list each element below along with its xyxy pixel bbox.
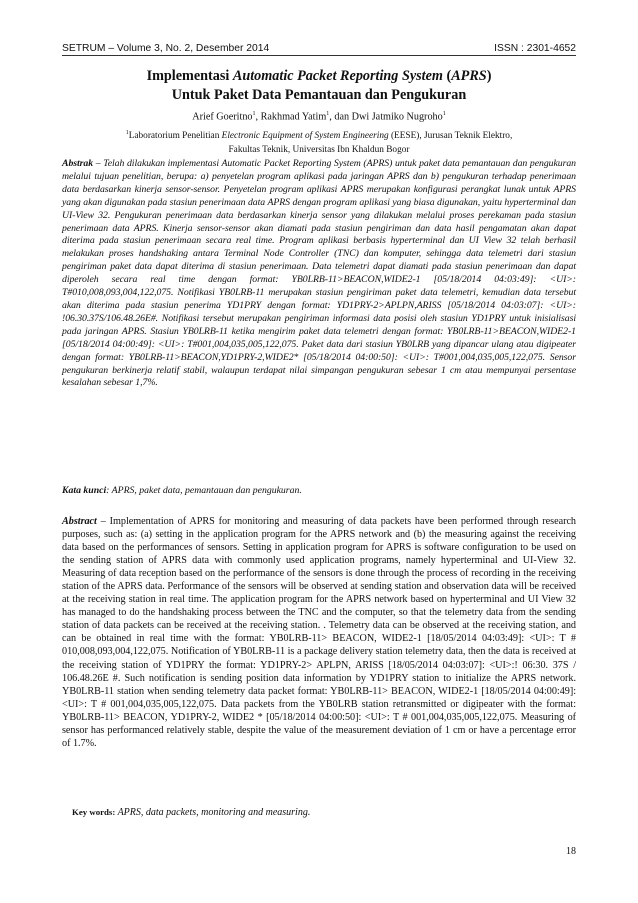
abstrak-label: Abstrak [62, 158, 94, 169]
abstract-paragraph [62, 515, 576, 750]
key-words: Key words: APRS, data packets, monitoring and measuring. [72, 807, 311, 818]
kata-kunci: Kata kunci: APRS, paket data, pemantauan dan pengukuran. [62, 485, 302, 496]
running-header [62, 43, 576, 56]
title-line-1: Implementasi Automatic Packet Reporting System (APRS) [146, 68, 492, 84]
paper-title [62, 67, 576, 105]
title-line-2: Untuk Paket Data Pemantauan dan Pengukuran [171, 87, 467, 103]
abstrak-text: – Telah dilakukan implementasi Automatic Packet Reporting System (APRS) untuk paket data pemantauan dan pengukuran melalui tujuan penelitian, berupa: a) penyetelan program aplikasi pada jaringan APRS dan b) pengukuran terhadap penerimaan data berdasarkan kinerja sensor-sensor. Penyetelan program aplikasi APRS merupakan konfigurasi perangkat lunak untuk APRS yang akan digunakan pada stasiun penerimaan data APRS dengan program aplikasi yang biasa digunakan, yaitu hyperterminal dan UI-View 32. Pengukuran penerimaan data berdasarkan kinerja sensor yang dilakukan melalui proses perekaman pada stasiun penerimaan data APRS. Kinerja sensor-sensor akan diamati pada stasiun pengiriman dan data hasil pengamatan akan dapat diterima pada stasiun penerimaan secara real time. Program aplikasi berbasis hyperterminal dan UI View 32 telah berhasil melakukan proses handshaking antara Terminal Node Controller (TNC) dan komputer, sehingga data telemetri dari stasiun pengiriman paket data dapat diterima di stasiun penerimaan. Data telemetri dapat diamati pada stasiun penerimaan dan dapat diperoleh secara real time dengan format: YB0LRB-11>BEACON,WIDE2-1 [05/18/2014 04:03:49]: <UI>: T#010,008,093,004,122,075. Notifikasi YB0LRB-11 merupakan stasiun pengiriman paket data telemetri, kemudian data tersebut akan diterima pada stasiun penerima YD1PRY dengan format: YD1PRY-2>APLPN,ARISS [05/18/2014 04:03:07]: <UI>: !06.30.37S/106.48.26E#. Notifikasi tersebut merupakan pengiriman informasi data posisi oleh stasiun YD1PRY untuk inisialisasi pada jaringan APRS. Stasiun YB0LRB-11 ketika mengirim paket data telemetri dengan format: YB0LRB-11>BEACON,WIDE2-1 [05/18/2014 04:00:49]: <UI>: T#001,004,035,005,122,075. Paket data dari stasiun YB0LRB yang dipancar ulang atau digipeater dengan format: YB0LRB-11>BEACON,YD1PRY-2,WIDE2* [05/18/2014 04:00:50]: <UI>: T#001,004,035,005,122,075. Sensor pengukuran berkinerja relatif stabil, walaupun terdapat nilai simpangan pengukuran sebesar 1 cm atau mempunyai persentase kesalahan sebesar 1,7%. [62, 158, 576, 389]
journal-name: SETRUM – Volume 3, No. 2, Desember 2014 [62, 43, 270, 54]
abstrak-paragraph [62, 158, 576, 390]
abstract-label: Abstract [62, 516, 97, 527]
author-list: Arief Goeritno$^1$, Rakhmad Yatim$^1$, dan Dwi Jatmiko Nugroho$^1$ [192, 111, 446, 123]
page-number: 18 [566, 846, 576, 857]
abstract-text: – Implementation of APRS for monitoring and measuring of data packets have been performed through research purposes, such as: (a) setting in the application program for the APRS network and (b) the measuring against the receiving data based on the performances of sensors. Setting in application program for APRS is software configuration to be used on the sending station of APRS data with commonly used application programs, namely hyperterminal and UI-View 32. Measuring of data reception based on the performance of the sensors is done through the process of recording in the receiving station of the APRS data. Performance of the sensors will be observed at sending station and observation data will be received at the receiving station in real time. The application program for the APRS network based on hyperterminal and UI View 32 has managed to do the handshaking process between the TNC and the computer, so that the telemetry data from the sending station of data packets can be received at the receiving station. . Telemetry data can be observed at the receiving station, and can be obtained in real time with the format: YB0LRB-11> BEACON, WIDE2-1 [18/05/2014 04:03:49]: <UI>: T # 010,008,093,004,122,075. Notification of YB0LRB-11 is a package delivery station telemetry data, then the data is received at the receiving station of YD1PRY the format: YD1PRY-2> APLPN, ARISS [18/05/2014 04:03:07]: <UI>:! 06:30. 37S / 106.48.26E #. Such notification is sending position data information by YD1PRY station to initialize the APRS network. YB0LRB-11 station when sending telemetry data packet format: YB0LRB-11> BEACON, WIDE2-1 [18/05/2014 04:00:49]: <UI>: T # 001,004,035,005,122,075. Data packets from the YB0LRB station retransmitted or digipeater with the format: YB0LRB-11> BEACON, YD1PRY-2, WIDE2 * [05/18/2014 04:00:50]: <UI>: T # 001,004,035,005,122,075. Measuring of sensor has performanced relatively stable, despite the value of the measurement deviation of 1 cm or have a percentage error of 1.7%. [62, 516, 576, 749]
affiliation: $^1$Laboratorium Penelitian Electronic Equipment of System Engineering (EESE), Jurusan Teknik Elektro, Fakultas Teknik, Universitas Ibn Khaldun Bogor [125, 130, 513, 156]
issn: ISSN : 2301-4652 [494, 43, 576, 54]
